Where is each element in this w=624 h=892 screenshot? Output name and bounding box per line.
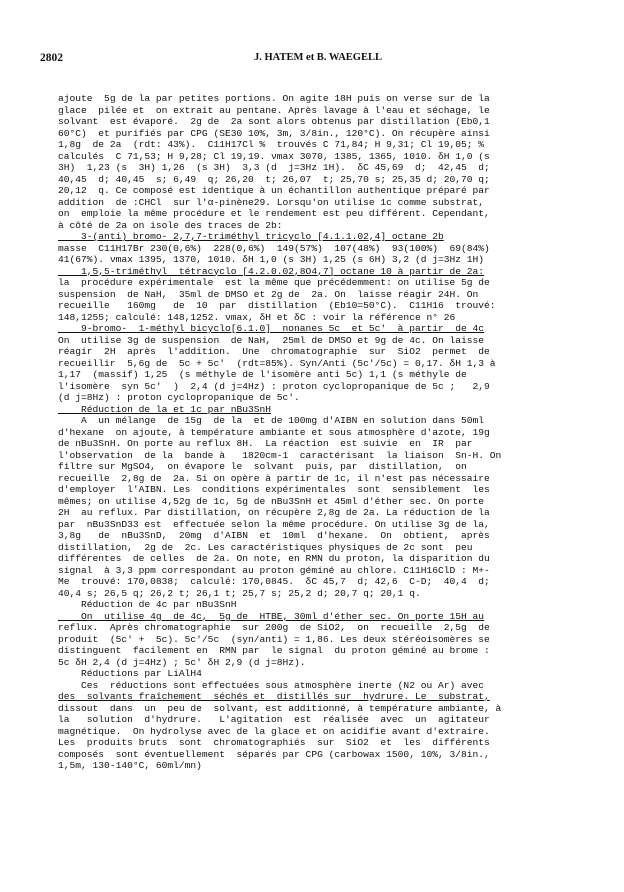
text-line: d'employer l'AIBN. Les conditions expérimentales sont sensiblement les bbox=[58, 484, 490, 495]
text-line: ajoute 5g de la par petites portions. On agite 18H puis on verse sur de la bbox=[58, 93, 490, 104]
section-heading-line: 1,5,5-triméthyl tétracyclo [4.2.0.02,8O4,7] octane 10 à partir de 2a: bbox=[58, 265, 485, 277]
text-line: recueillir 5,6g de 5c + 5c' (rdt=85%). Syn/Anti (5c'/5c) = 0,17. δH 1,3 à bbox=[58, 357, 496, 369]
text-line: 1,8g de 2a (rdt: 43%). C11H17Cl % trouvés C 71,84; H 9,31; Cl 19,05; % bbox=[58, 139, 485, 150]
text-line: 2H au reflux. Par distillation, on récupère 2,8g de 2a. La réduction de la bbox=[58, 507, 490, 518]
text-line: 20,12 q. Ce composé est identique à un échantillon authentique préparé par bbox=[58, 185, 490, 196]
text-line: glace pilée et on extrait au pentane. Après lavage à l'eau et séchage, le bbox=[58, 104, 490, 116]
text-line: masse C11H17Br 230(0,6%) 228(0,6%) 149(57%) 107(48%) 93(100%) 69(84%) bbox=[58, 242, 490, 254]
text-line: 40,45 d; 40,45 s; 6,49 q; 26,20 t; 26,07 t; 25,70 s; 25,35 d; 20,70 q; bbox=[58, 173, 490, 185]
text-line: 1,17 (massif) 1,25 (s méthyle de l'isomère anti 5c) 1,1 (s méthyle de bbox=[58, 369, 467, 380]
text-line: filtre sur MgSO4, on évapore le solvant puis, par distillation, on bbox=[58, 461, 467, 472]
section-heading-line: des solvants fraîchement séchés et distillés sur hydrure. Le substrat, bbox=[58, 691, 490, 702]
section-heading-line: 9-bromo- 1-méthyl bicyclo[6.1.0] nonanes 5c et 5c' à partir de 4c bbox=[58, 323, 485, 334]
text-line: différentes de celles de 2a. On note, en RMN du proton, la disparition du bbox=[58, 553, 490, 564]
text-line: recueille 2,8g de 2a. Si on opère à partir de 1c, il n'est pas nécessaire bbox=[58, 472, 490, 484]
text-line: dissout dans un peu de solvant, est additionné, à température ambiante, à bbox=[58, 702, 502, 714]
text-line: Réduction de 4c par nBu3SnH bbox=[58, 599, 237, 610]
text-line: composés sont éventuellement séparés par CPG (carbowax 1500, 10%, 3/8in., bbox=[58, 748, 490, 760]
text-line: solvant est évaporé. 2g de 2a sont alors obtenus par distillation (Eb0,1 bbox=[58, 116, 490, 127]
text-line: à côté de 2a on isole des traces de 2b: bbox=[58, 219, 283, 231]
section-heading-line: Réduction de la et 1c par nBu3SnH bbox=[58, 403, 272, 415]
text-line: 3,8g de nBu3SnD, 20mg d'AIBN et 10ml d'hexane. On obtient, après bbox=[58, 530, 490, 541]
text-line: la procédure expérimentale est la même que précédemment: on utilise 5g de bbox=[58, 277, 490, 288]
text-line: la solution d'hydrure. L'agitation est réalisée avec un agitateur bbox=[58, 714, 490, 725]
page-header bbox=[40, 52, 596, 68]
text-line: de nBu3SnH. On porte au reflux 8H. La réaction est suivie en IR par bbox=[58, 438, 473, 449]
section-heading-line: On utilise 4g de 4c, 5g de HTBE, 30ml d'éther sec. On porte 15H au bbox=[58, 610, 485, 622]
page-number: 2802 bbox=[40, 52, 63, 64]
text-line: reflux. Après chromatographie sur 200g de SiO2, on recueille 2,5g de bbox=[58, 622, 490, 633]
section-heading-line: 3-(anti) bromo- 2,7,7-triméthyl tricyclo [4.1.1.02,4] octane 2b bbox=[58, 231, 444, 242]
text-line: 40,4 s; 26,5 q; 26,2 t; 26,1 t; 25,7 s; 25,2 d; 20,7 q; 20,1 q. bbox=[58, 587, 421, 599]
text-line: 41(67%). νmax 1395, 1370, 1010. δH 1,0 (s 3H) 1,25 (s 6H) 3,2 (d j=3Hz 1H) bbox=[58, 254, 485, 265]
text-line: l'isomère syn 5c' ) 2,4 (d j=4Hz) : proton cyclopropanique de 5c ; 2,9 bbox=[58, 380, 490, 392]
text-line: Me trouvé: 170,0838; calculé: 170,0845. δC 45,7 d; 42,6 C-D; 40,4 d; bbox=[58, 576, 490, 587]
text-line: 5c δH 2,4 (d j=4Hz) ; 5c' δH 2,9 (d j=8Hz). bbox=[58, 656, 306, 668]
text-line: Réductions par LiAlH4 bbox=[58, 668, 202, 679]
running-title: J. HATEM et B. WAEGELL bbox=[254, 52, 382, 63]
text-line: d'hexane on ajoute, à température ambiante et sous atmosphère d'azote, 19g bbox=[58, 426, 490, 438]
text-line: recueille 160mg de 10 par distillation (Eb10=50°C). C11H16 trouvé: bbox=[58, 300, 496, 311]
text-line: l'observation de la bande à 1820cm-1 caractérisant la liaison Sn-H. On bbox=[58, 449, 502, 461]
text-line: distillation, 2g de 2c. Les caractéristiques physiques de 2c sont peu bbox=[58, 541, 473, 553]
text-line: Ces réductions sont effectuées sous atmosphère inerte (N2 ou Ar) avec bbox=[58, 679, 485, 691]
text-line: On utilise 3g de suspension de NaH, 25ml de DMSO et 9g de 4c. On laisse bbox=[58, 334, 485, 346]
text-line: 148,1255; calculé: 148,1252. νmax, δH et δC : voir la référence n° 26 bbox=[58, 311, 456, 323]
text-line: 3H) 1,23 (s 3H) 1,26 (s 3H) 3,3 (d j=3Hz 1H). δC 45,69 d; 42,45 d; bbox=[58, 162, 490, 173]
text-line: produit (5c' + 5c). 5c'/5c (syn/anti) = 1,86. Les deux stéréoisomères se bbox=[58, 633, 490, 645]
text-line: A un mélange de 15g de la et de 100mg d'AIBN en solution dans 50ml bbox=[58, 415, 485, 426]
text-line: signal à 3,3 ppm correspondant au proton géminé au chlore. C11H16ClD : M+- bbox=[58, 564, 490, 576]
text-line: calculés C 71,53; H 9,28; Cl 19,19. νmax 3070, 1385, 1365, 1010. δH 1,0 (s bbox=[58, 150, 490, 162]
text-line: mêmes; on utilise 4,52g de 1c, 5g de nBu3SnH et 45ml d'éther sec. On porte bbox=[58, 495, 485, 507]
text-line: suspension de NaH, 35ml de DMSO et 2g de 2a. On laisse réagir 24H. On bbox=[58, 288, 479, 300]
text-line: addition de :CHCl sur l'α-pinène29. Lorsqu'on utilise 1c comme substrat, bbox=[58, 196, 485, 208]
text-line: 60°C) et purifiés par CPG (SE30 10%, 3m, 3/8in., 120°C). On récupère ainsi bbox=[58, 127, 490, 139]
text-line: réagir 2H après l'addition. Une chromatographie sur SiO2 permet de bbox=[58, 346, 490, 357]
text-line: 1,5m, 130-140°C, 60ml/mn) bbox=[58, 760, 202, 771]
text-line: magnétique. On hydrolyse avec de la glace et on acidifie avant d'extraire. bbox=[58, 725, 490, 737]
text-line: Les produits bruts sont chromatographiés sur SiO2 et les différents bbox=[58, 737, 490, 748]
text-line: par nBu3SnD33 est effectuée selon la même procédure. On utilise 3g de la, bbox=[58, 518, 490, 530]
text-line: (d j=8Hz) : proton cyclopropanique de 5c'. bbox=[58, 392, 300, 403]
body-text bbox=[58, 93, 598, 772]
text-line: distinguent facilement en RMN par le signal du proton géminé au brome : bbox=[58, 645, 490, 656]
text-line: on emploie la même procédure et le rendement est peu différent. Cependant, bbox=[58, 208, 490, 219]
